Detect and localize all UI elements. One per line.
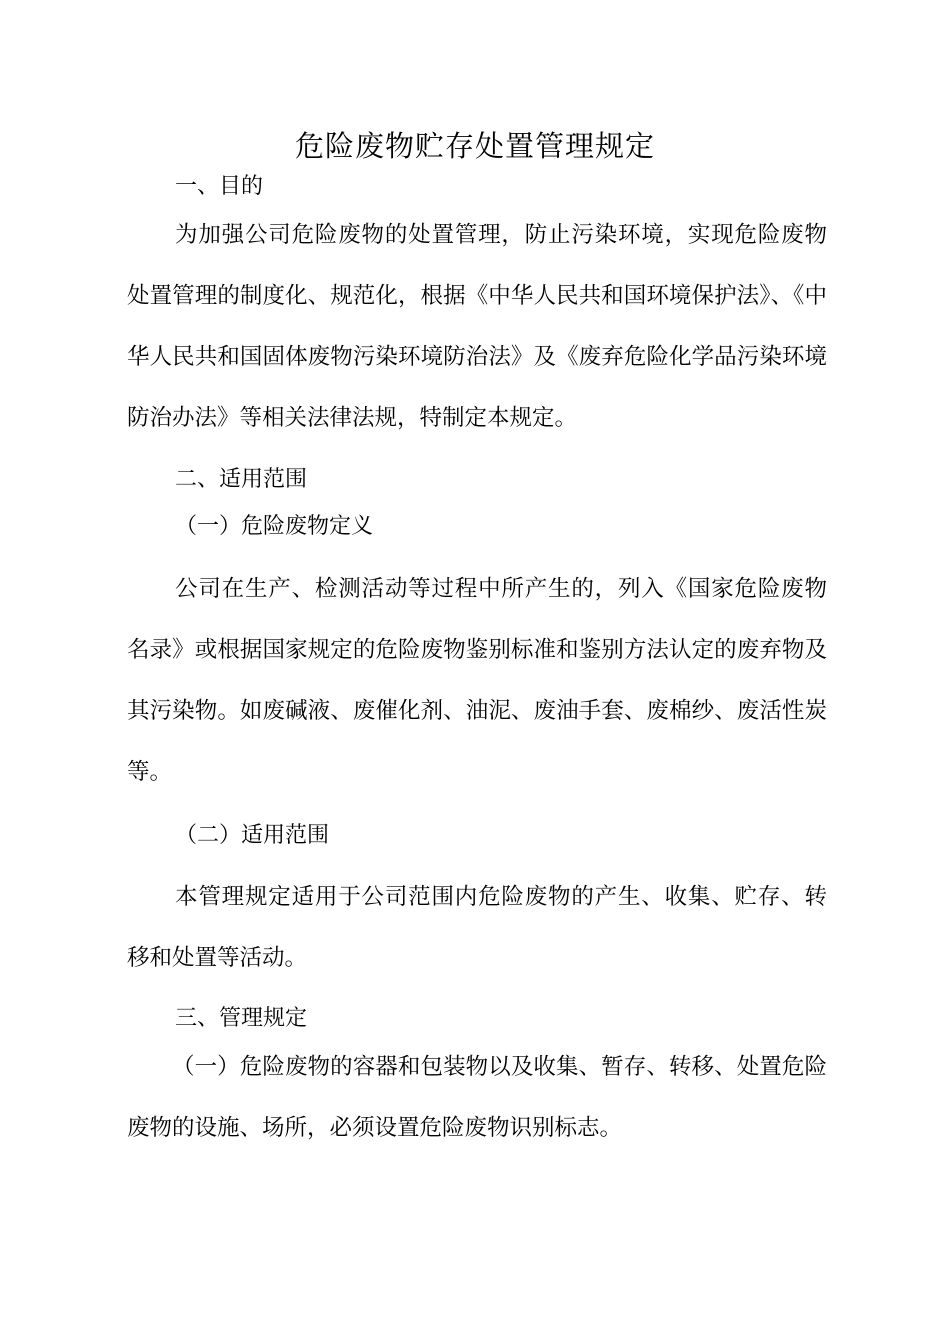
subsection-heading-applicability: （二）适用范围 xyxy=(175,823,330,848)
section-heading-purpose: 一、目的 xyxy=(175,174,264,199)
subsection-heading-definition: （一）危险废物定义 xyxy=(175,514,374,539)
section-heading-management: 三、管理规定 xyxy=(175,1006,308,1031)
management-paragraph: （一）危险废物的容器和包装物以及收集、暂存、转移、处置危险废物的设施、场所，必须设置危险废物识别标志。 xyxy=(127,1054,827,1141)
purpose-paragraph: 为加强公司危险废物的处置管理，防止污染环境，实现危险废物处置管理的制度化、规范化，根据《中华人民共和国环境保护法》、《中华人民共和国固体废物污染环境防治法》及《废弃危险化学品污染环境防治办法》等相关法律法规，特制定本规定。 xyxy=(127,222,827,431)
definition-paragraph: 公司在生产、检测活动等过程中所产生的，列入《国家危险废物名录》或根据国家规定的危险废物鉴别标准和鉴别方法认定的废弃物及其污染物。如废碱液、废催化剂、油泥、废油手套、废棉纱、废活性炭等。 xyxy=(127,576,827,785)
document-title: 危险废物贮存处置管理规定 xyxy=(294,129,655,163)
section-heading-scope: 二、适用范围 xyxy=(175,467,308,492)
applicability-paragraph: 本管理规定适用于公司范围内危险废物的产生、收集、贮存、转移和处置等活动。 xyxy=(127,884,827,971)
